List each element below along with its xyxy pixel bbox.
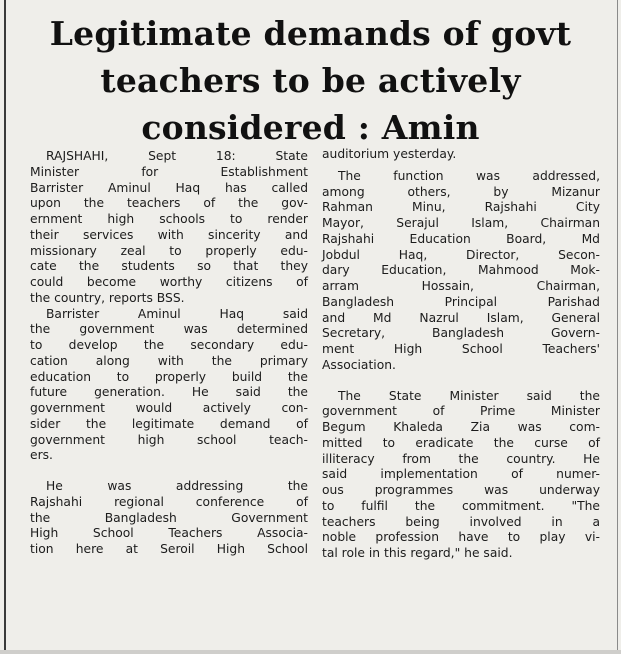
column-rule-right bbox=[617, 0, 618, 654]
text-line: their services with sincerity and bbox=[30, 227, 308, 242]
text-line: government of Prime Minister bbox=[322, 404, 600, 419]
text-line: Begum Khaleda Zia was com- bbox=[322, 420, 600, 434]
text-line: government would actively con- bbox=[30, 401, 308, 415]
text-line: Jobdul Haq, Director, Secon- bbox=[322, 247, 600, 262]
article-paragraph bbox=[30, 307, 308, 465]
article-paragraph bbox=[30, 149, 308, 307]
text-line: teachers being involved in a bbox=[322, 514, 600, 529]
page-bottom-edge bbox=[0, 650, 621, 654]
headline bbox=[14, 10, 607, 151]
text-line: the country, reports BSS. bbox=[30, 290, 185, 305]
article-paragraph bbox=[30, 479, 308, 558]
text-line: Bangladesh Principal Parishad bbox=[322, 294, 600, 309]
text-line: The function was addressed, bbox=[338, 168, 600, 183]
text-line: cation along with the primary bbox=[30, 353, 308, 368]
text-line: future generation. He said the bbox=[30, 385, 308, 400]
text-line: auditorium yesterday. bbox=[322, 147, 457, 161]
article-paragraph bbox=[322, 389, 600, 562]
text-line: ers. bbox=[30, 448, 53, 463]
text-line: Rajshahi regional conference of bbox=[30, 494, 308, 509]
article-paragraph bbox=[322, 147, 600, 163]
column-rule-left bbox=[4, 0, 6, 654]
text-line: government high school teach- bbox=[30, 432, 308, 447]
text-line: missionary zeal to properly edu- bbox=[30, 243, 308, 258]
text-line: High School Teachers Associa- bbox=[30, 526, 308, 541]
text-line: arram Hossain, Chairman, bbox=[322, 279, 600, 293]
text-line: noble profession have to play vi- bbox=[322, 530, 600, 545]
article-column-right bbox=[322, 147, 600, 562]
text-line: could become worthy citizens of bbox=[30, 275, 308, 289]
text-line: sider the legitimate demand of bbox=[30, 416, 308, 431]
text-line: said implementation of numer- bbox=[322, 467, 600, 482]
text-line: tal role in this regard," he said. bbox=[322, 546, 513, 560]
text-line: Barrister Aminul Haq has called bbox=[30, 180, 308, 195]
text-line: among others, by Mizanur bbox=[322, 184, 600, 199]
text-line: Secretary, Bangladesh Govern- bbox=[322, 326, 600, 341]
text-line: Barrister Aminul Haq said bbox=[46, 306, 308, 321]
text-line: Rajshahi Education Board, Md bbox=[322, 231, 600, 246]
article-column-left bbox=[30, 149, 308, 558]
headline-line: teachers to be actively bbox=[100, 61, 521, 100]
text-line: He was addressing the bbox=[46, 479, 308, 493]
text-line: tion here at Seroil High School bbox=[30, 542, 308, 556]
text-line: Minister for Establishment bbox=[30, 164, 308, 179]
text-line: education to properly build the bbox=[30, 369, 308, 384]
text-line: illiteracy from the country. He bbox=[322, 451, 600, 466]
text-line: The State Minister said the bbox=[338, 388, 600, 403]
text-line: RAJSHAHI, Sept 18: State bbox=[46, 149, 308, 163]
article-paragraph bbox=[322, 169, 600, 374]
paragraph-gap bbox=[322, 374, 600, 389]
text-line: upon the teachers of the gov- bbox=[30, 196, 308, 211]
text-line: Association. bbox=[322, 357, 396, 372]
text-line: to fulfil the commitment. "The bbox=[322, 498, 600, 513]
headline-line: considered : Amin bbox=[141, 108, 480, 147]
headline-line: Legitimate demands of govt bbox=[49, 14, 572, 53]
text-line: ment High School Teachers' bbox=[322, 342, 600, 356]
text-line: cate the students so that they bbox=[30, 259, 308, 274]
text-line: and Md Nazrul Islam, General bbox=[322, 310, 600, 325]
text-line: Rahman Minu, Rajshahi City bbox=[322, 200, 600, 215]
text-line: the government was determined bbox=[30, 322, 308, 337]
paragraph-gap bbox=[30, 464, 308, 479]
text-line: dary Education, Mahmood Mok- bbox=[322, 263, 600, 278]
text-line: mitted to eradicate the curse of bbox=[322, 435, 600, 450]
text-line: Mayor, Serajul Islam, Chairman bbox=[322, 216, 600, 230]
text-line: ous programmes was underway bbox=[322, 483, 600, 497]
text-line: the Bangladesh Government bbox=[30, 510, 308, 525]
text-line: ernment high schools to render bbox=[30, 212, 308, 226]
text-line: to develop the secondary edu- bbox=[30, 338, 308, 352]
